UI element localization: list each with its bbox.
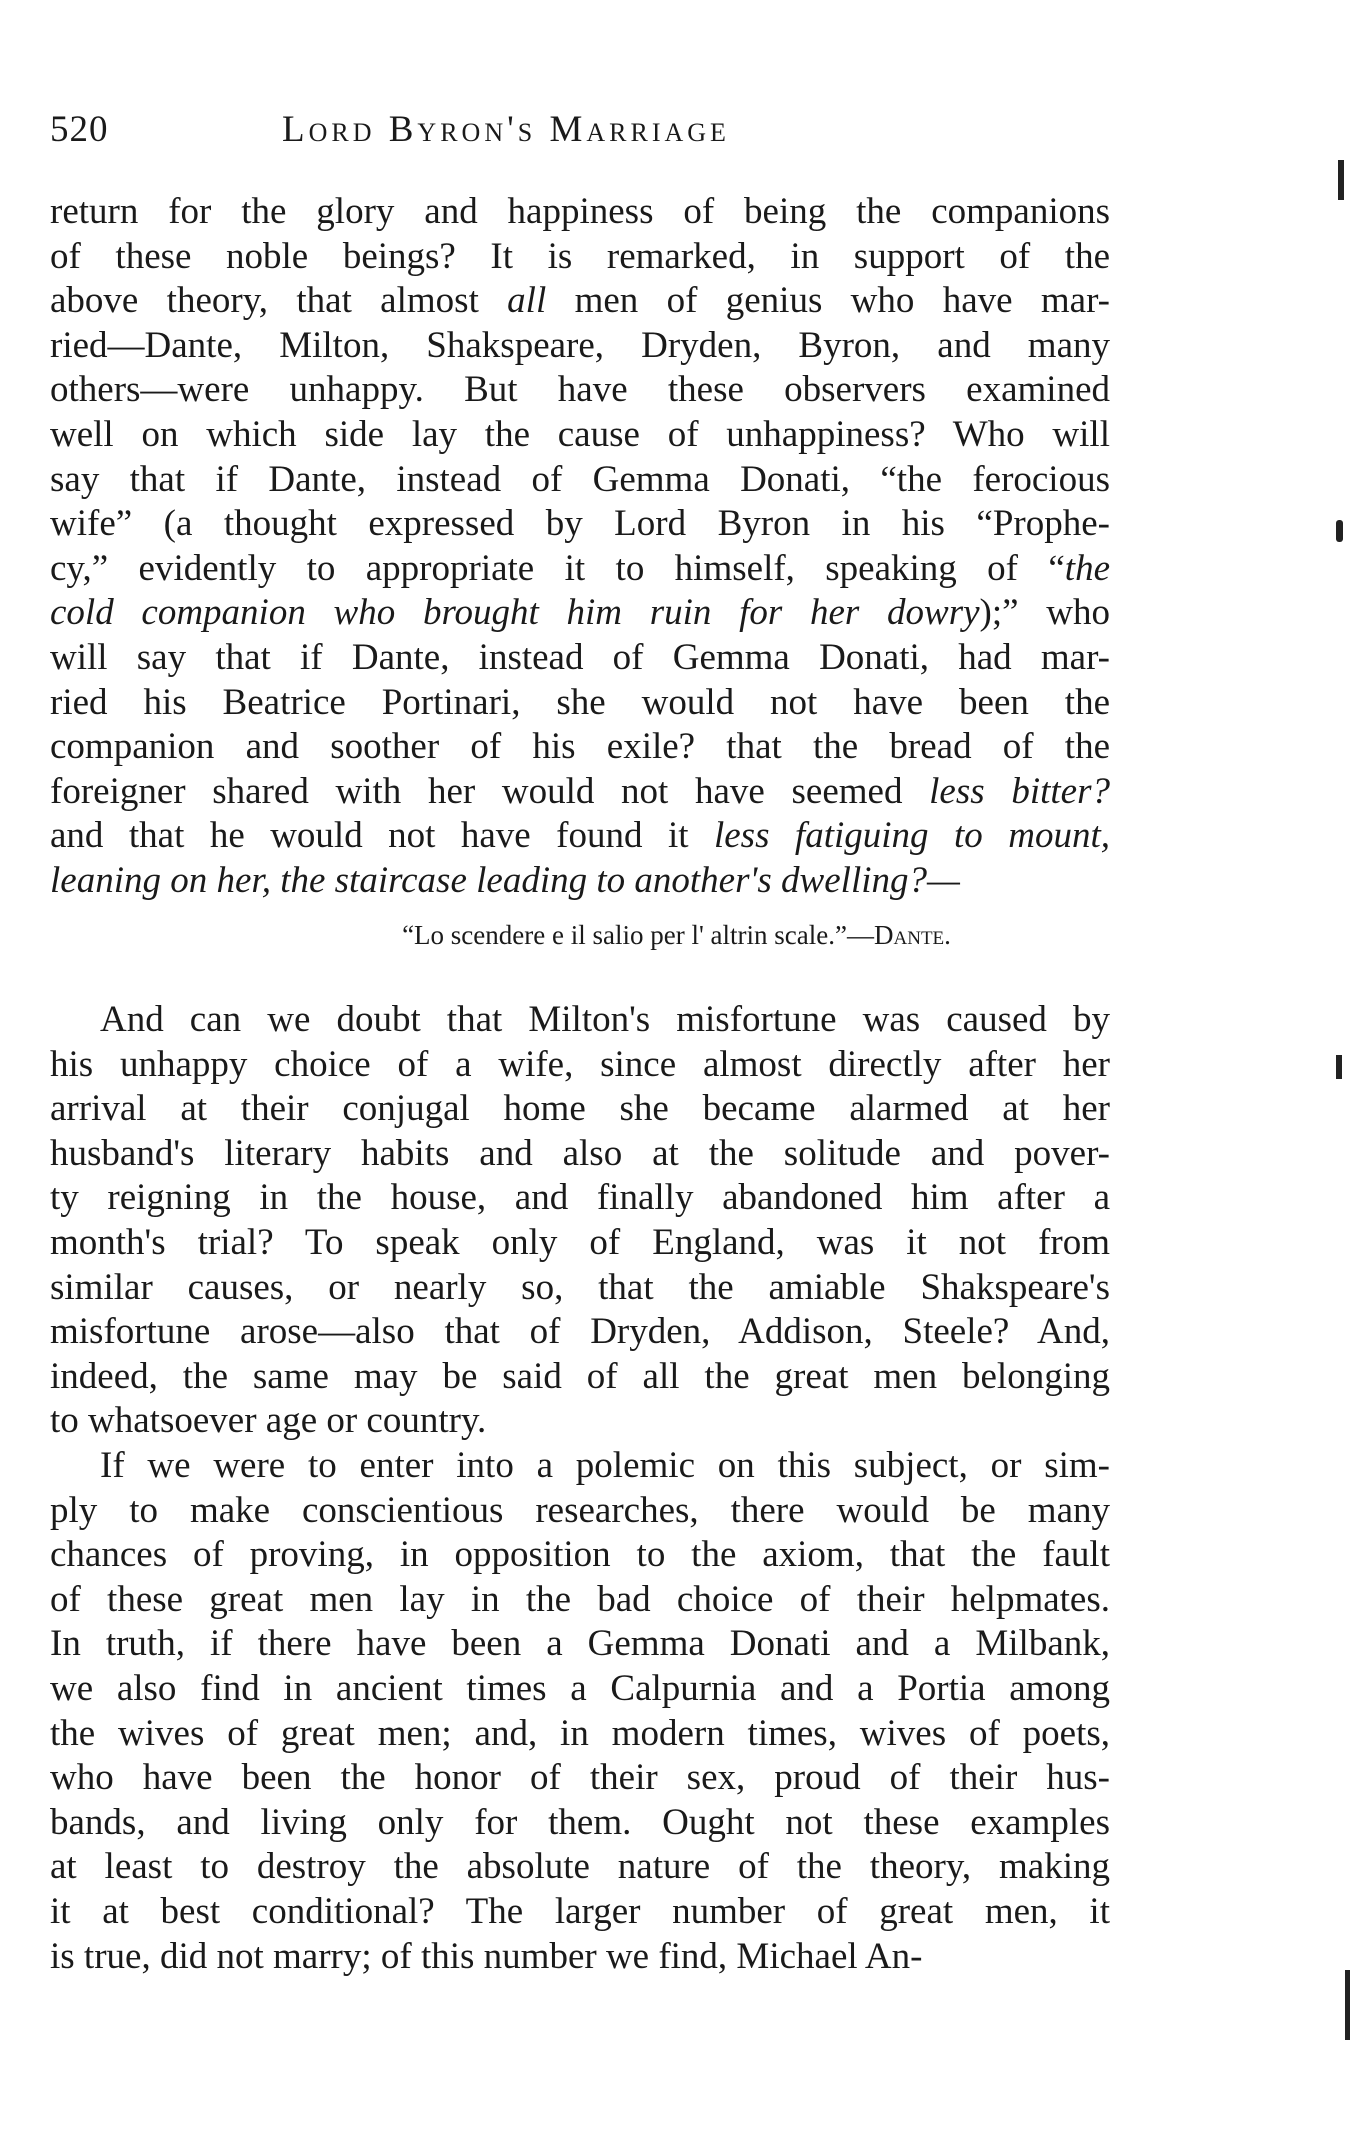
text-run: ried his Beatrice Portinari, she would not have been the bbox=[50, 681, 1110, 723]
text-line bbox=[50, 324, 1110, 368]
text-line bbox=[50, 1712, 1110, 1756]
text-run: If we were to enter into a polemic on this subject, or sim- bbox=[100, 1445, 1110, 1486]
text-line bbox=[50, 725, 1110, 769]
text-run: say that if Dante, instead of Gemma Donati, “the ferocious bbox=[50, 458, 1110, 500]
text-run: and that he would not have found it bbox=[50, 815, 714, 857]
text-line bbox=[50, 235, 1110, 279]
text-line bbox=[50, 547, 1110, 591]
text-line bbox=[100, 1444, 1110, 1488]
text-run: of these noble beings? It is remarked, in support of the bbox=[50, 235, 1110, 277]
text-line bbox=[50, 502, 1110, 546]
italic-text: leaning on her, the staircase leading to another's dwelling?— bbox=[50, 860, 960, 901]
text-line bbox=[50, 1533, 1110, 1577]
text-line bbox=[50, 279, 1110, 323]
text-run: bands, and living only for them. Ought not these examples bbox=[50, 1801, 1110, 1843]
text-run: In truth, if there have been a Gemma Donati and a Milbank, bbox=[50, 1623, 1110, 1665]
italic-text: all bbox=[507, 280, 547, 322]
text-run: );” who bbox=[979, 592, 1110, 634]
text-run: return for the glory and happiness of being the companions bbox=[50, 191, 1110, 232]
text-line bbox=[50, 1221, 1110, 1265]
text-line bbox=[50, 190, 1110, 234]
text-run: at least to destroy the absolute nature of the theory, making bbox=[50, 1846, 1110, 1888]
text-run: of these great men lay in the bad choice of their helpmates. bbox=[50, 1578, 1110, 1620]
text-run: who have been the honor of their sex, proud of their hus- bbox=[50, 1757, 1110, 1799]
text-run: we also find in ancient times a Calpurnia and a Portia among bbox=[50, 1668, 1110, 1709]
running-header bbox=[50, 108, 1110, 168]
text-run: above theory, that almost bbox=[50, 280, 508, 322]
text-run: And can we doubt that Milton's misfortune was caused by bbox=[100, 999, 1110, 1040]
text-line bbox=[50, 1043, 1110, 1087]
text-line bbox=[50, 413, 1110, 457]
text-line bbox=[50, 1622, 1110, 1666]
text-run: to whatsoever age or country. bbox=[50, 1400, 487, 1442]
text-run: others—were unhappy. But have these observers examined bbox=[50, 369, 1110, 411]
text-line bbox=[50, 1801, 1110, 1845]
text-line bbox=[50, 1667, 1110, 1711]
scan-mark bbox=[1336, 1055, 1342, 1079]
scan-mark bbox=[1336, 520, 1343, 542]
text-line bbox=[50, 681, 1110, 725]
text-run: is true, did not marry; of this number we find, Michael An- bbox=[50, 1935, 923, 1977]
text-run: similar causes, or nearly so, that the amiable Shakspeare's bbox=[50, 1266, 1110, 1308]
text-line bbox=[50, 1176, 1110, 1220]
text-line bbox=[50, 368, 1110, 412]
text-line bbox=[50, 1845, 1110, 1889]
italic-text: cold companion who brought him ruin for her dowry bbox=[50, 592, 980, 634]
text-run: foreigner shared with her would not have seemed bbox=[50, 770, 930, 812]
text-run: husband's literary habits and also at the solitude and pover- bbox=[50, 1132, 1110, 1174]
text-run: ried—Dante, Milton, Shakspeare, Dryden, Byron, and many bbox=[50, 324, 1110, 366]
text-run: misfortune arose—also that of Dryden, Addison, Steele? And, bbox=[50, 1311, 1110, 1353]
text-line bbox=[50, 458, 1110, 502]
text-run: men of genius who have mar- bbox=[546, 280, 1110, 322]
text-line bbox=[50, 1890, 1110, 1934]
text-line bbox=[100, 998, 1110, 1042]
text-run: arrival at their conjugal home she became alarmed at her bbox=[50, 1088, 1110, 1130]
quote-attribution: Dante. bbox=[874, 920, 951, 950]
italic-text: less bitter? bbox=[929, 770, 1110, 812]
text-line bbox=[50, 1399, 1110, 1443]
text-line bbox=[50, 1266, 1110, 1310]
text-run: month's trial? To speak only of England, was it not from bbox=[50, 1222, 1110, 1263]
page-number: 520 bbox=[50, 109, 109, 150]
text-line bbox=[50, 1935, 1110, 1979]
dante-quotation bbox=[0, 920, 1353, 951]
text-run: his unhappy choice of a wife, since almost directly after her bbox=[50, 1043, 1110, 1085]
text-line bbox=[50, 1355, 1110, 1399]
text-line bbox=[50, 859, 1110, 903]
italic-text: less fatiguing to mount, bbox=[713, 815, 1110, 857]
text-line bbox=[50, 636, 1110, 680]
text-line bbox=[50, 1578, 1110, 1622]
running-title: Lord Byron's Marriage bbox=[282, 109, 730, 150]
text-run: ty reigning in the house, and finally abandoned him after a bbox=[50, 1177, 1110, 1219]
scan-mark bbox=[1345, 1970, 1350, 2040]
text-run: ply to make conscientious researches, there would be many bbox=[50, 1489, 1110, 1531]
text-line bbox=[50, 591, 1110, 635]
text-line bbox=[50, 1132, 1110, 1176]
text-line bbox=[50, 814, 1110, 858]
text-run: indeed, the same may be said of all the great men belonging bbox=[50, 1355, 1110, 1397]
text-run: chances of proving, in opposition to the axiom, that the fault bbox=[50, 1534, 1110, 1576]
text-run: cy,” evidently to appropriate it to himself, speaking of “ bbox=[50, 547, 1065, 589]
text-line bbox=[50, 1087, 1110, 1131]
text-line bbox=[50, 1756, 1110, 1800]
text-run: the wives of great men; and, in modern times, wives of poets, bbox=[50, 1712, 1110, 1754]
italic-text: the bbox=[1064, 547, 1110, 589]
text-run: will say that if Dante, instead of Gemma Donati, had mar- bbox=[50, 637, 1110, 678]
text-run: well on which side lay the cause of unhappiness? Who will bbox=[50, 414, 1110, 455]
text-run: companion and soother of his exile? that the bread of the bbox=[50, 726, 1110, 768]
scan-mark bbox=[1338, 160, 1344, 200]
text-line bbox=[50, 1489, 1110, 1533]
quote-text: “Lo scendere e il salio per l' altrin scale.”— bbox=[402, 920, 874, 950]
text-line bbox=[50, 770, 1110, 814]
text-run: it at best conditional? The larger number of great men, it bbox=[50, 1891, 1110, 1932]
text-line bbox=[50, 1310, 1110, 1354]
text-run: wife” (a thought expressed by Lord Byron in his “Prophe- bbox=[50, 503, 1110, 545]
